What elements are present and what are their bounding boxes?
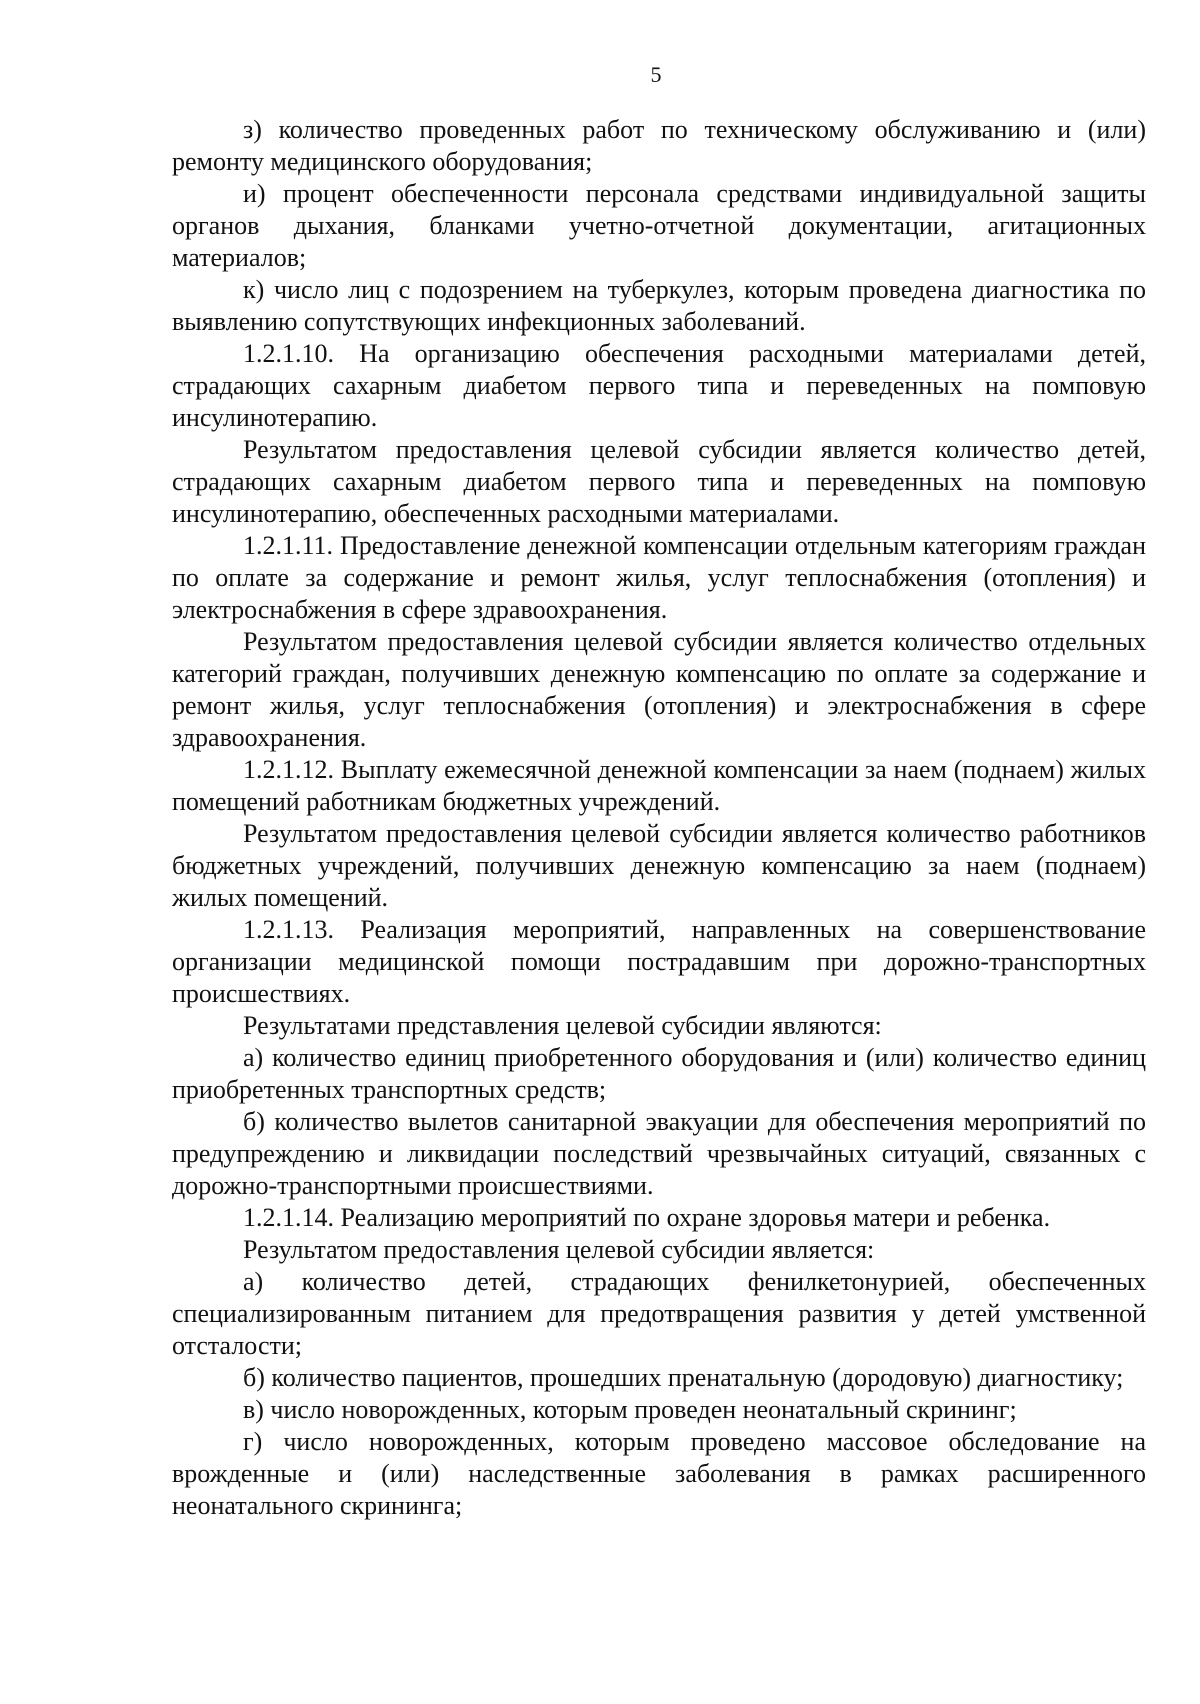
paragraph-item-i: и) процент обеспеченности персонала средствами индивидуальной защиты органов дыхания, бланками учетно-отчетной документации, агитационных материалов;: [172, 179, 1146, 272]
result-item-b-1-2-1-14: б) количество пациентов, прошедших пренатальную (дородовую) диагностику;: [243, 1363, 1124, 1392]
page-number: 5: [650, 62, 662, 87]
result-item-a-1-2-1-13: а) количество единиц приобретенного оборудования и (или) количество единиц приобретенных транспортных средств;: [172, 1043, 1146, 1104]
result-1-2-1-11: Результатом предоставления целевой субсидии является количество отдельных категорий граждан, получивших денежную компенсацию по оплате за содержание и ремонт жилья, услуг теплоснабжения (отопления) и электроснабжения в сфере здравоохранения.: [172, 627, 1146, 752]
document-body: [172, 114, 1146, 1522]
result-item-v-1-2-1-14: в) число новорожденных, которым проведен неонатальный скрининг;: [243, 1395, 1017, 1424]
paragraph-item-k: к) число лиц с подозрением на туберкулез, которым проведена диагностика по выявлению сопутствующих инфекционных заболеваний.: [172, 275, 1146, 336]
result-item-b-1-2-1-13: б) количество вылетов санитарной эвакуации для обеспечения мероприятий по предупреждению и ликвидации последствий чрезвычайных ситуаций, связанных с дорожно-транспортными происшествиями.: [172, 1107, 1146, 1200]
result-1-2-1-12: Результатом предоставления целевой субсидии является количество работников бюджетных учреждений, получивших денежную компенсацию за наем (поднаем) жилых помещений.: [172, 819, 1146, 912]
result-item-a-1-2-1-14: а) количество детей, страдающих фенилкетонурией, обеспеченных специализированным питанием для предотвращения развития у детей умственной отсталости;: [172, 1267, 1146, 1360]
paragraph-item-z: з) количество проведенных работ по техническому обслуживанию и (или) ремонту медицинского оборудования;: [172, 115, 1146, 176]
results-heading-1-2-1-13: Результатами представления целевой субсидии являются:: [243, 1011, 882, 1040]
section-1-2-1-12: 1.2.1.12. Выплату ежемесячной денежной компенсации за наем (поднаем) жилых помещений работникам бюджетных учреждений.: [172, 755, 1146, 816]
results-heading-1-2-1-14: Результатом предоставления целевой субсидии является:: [243, 1235, 875, 1264]
result-1-2-1-10: Результатом предоставления целевой субсидии является количество детей, страдающих сахарным диабетом первого типа и переведенных на помповую инсулинотерапию, обеспеченных расходными материалами.: [172, 435, 1146, 528]
section-1-2-1-10: 1.2.1.10. На организацию обеспечения расходными материалами детей, страдающих сахарным диабетом первого типа и переведенных на помповую инсулинотерапию.: [172, 339, 1146, 432]
section-1-2-1-14: 1.2.1.14. Реализацию мероприятий по охране здоровья матери и ребенка.: [243, 1203, 1051, 1232]
section-1-2-1-11: 1.2.1.11. Предоставление денежной компенсации отдельным категориям граждан по оплате за содержание и ремонт жилья, услуг теплоснабжения (отопления) и электроснабжения в сфере здравоохранения.: [172, 531, 1146, 624]
section-1-2-1-13: 1.2.1.13. Реализация мероприятий, направленных на совершенствование организации медицинской помощи пострадавшим при дорожно-транспортных происшествиях.: [172, 915, 1146, 1008]
result-item-g-1-2-1-14: г) число новорожденных, которым проведено массовое обследование на врожденные и (или) наследственные заболевания в рамках расширенного неонатального скрининга;: [172, 1427, 1146, 1520]
